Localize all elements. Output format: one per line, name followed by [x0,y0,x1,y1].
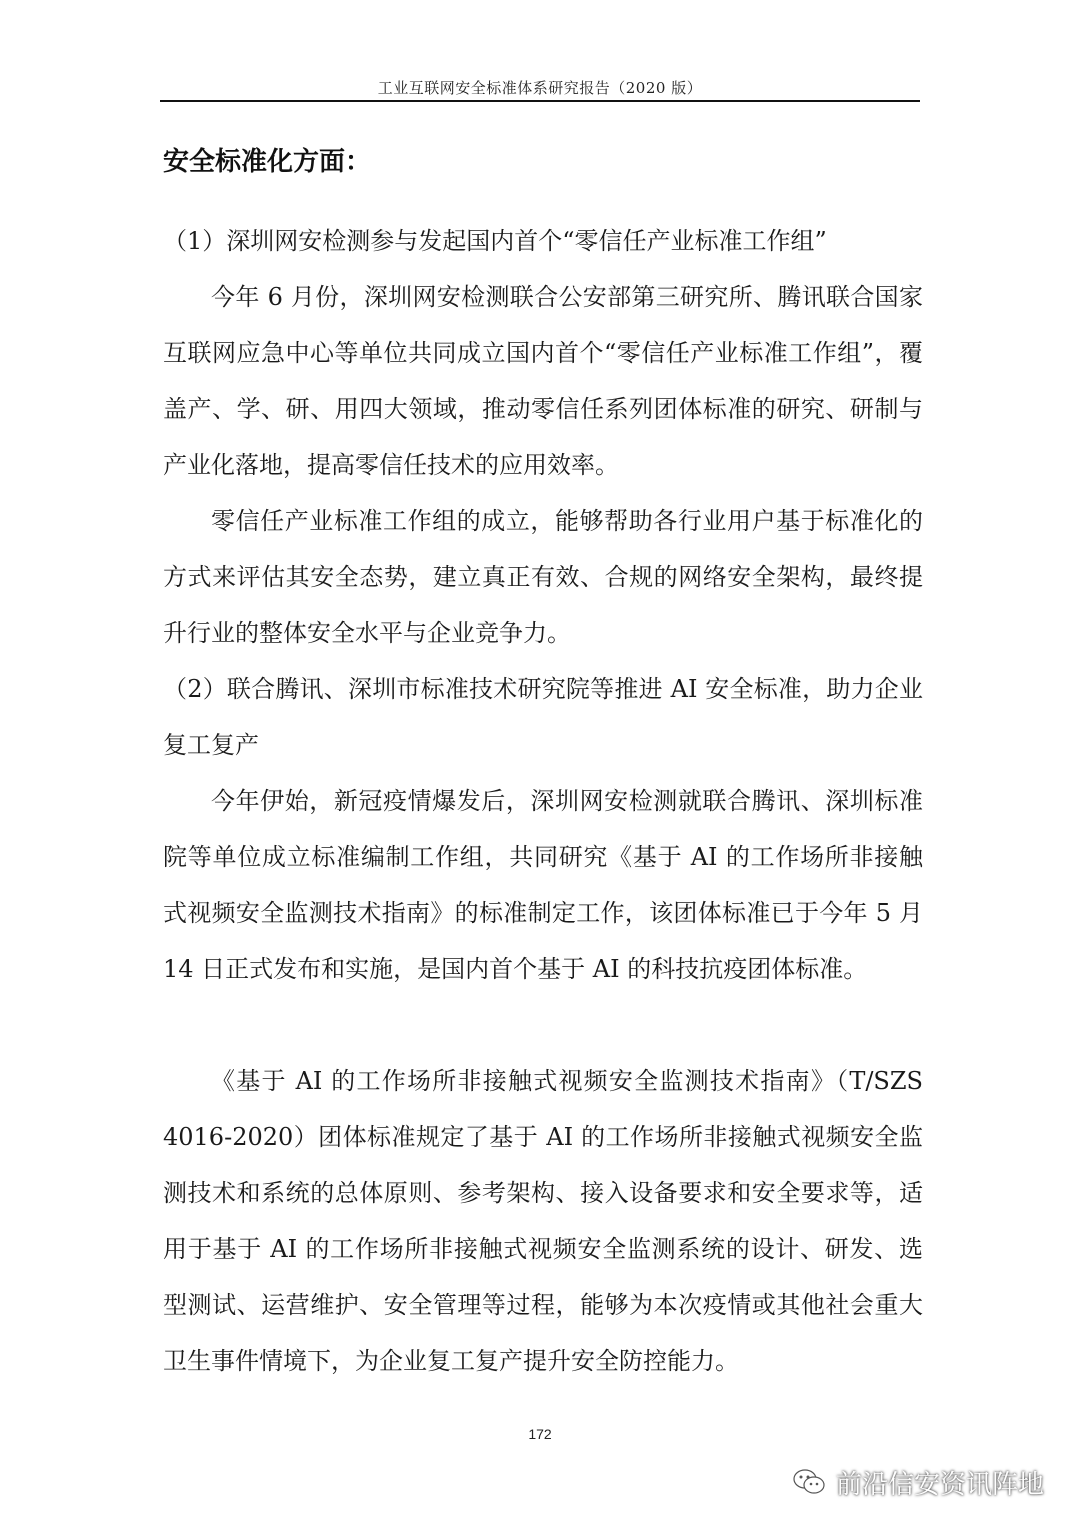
item-2-paragraph-1 [163,773,923,997]
header-title: 工业互联网安全标准体系研究报告（2020 版） [377,79,703,97]
paragraph-text: 零信任产业标准工作组的成立，能够帮助各行业用户基于标准化的方式来评估其安全态势，建立真正有效、合规的网络安全架构，最终提升行业的整体安全水平与企业竞争力。 [163,507,923,647]
item-1-subtitle [163,213,923,269]
subtitle-text: （1）深圳网安检测参与发起国内首个“零信任产业标准工作组” [163,227,827,255]
paragraph-text: 《基于 AI 的工作场所非接触式视频安全监测技术指南》（T/SZS 4016-2020）团体标准规定了基于 AI 的工作场所非接触式视频安全监测技术和系统的总体原则、参考架构、接入设备要求和安全要求等，适用于基于 AI 的工作场所非接触式视频安全监测系统的设计、研发、选型测试、运营维护、安全管理等过程，能够为本次疫情或其他社会重大卫生事件情境下，为企业复工复产提升安全防控能力。 [163,1067,923,1375]
paragraph-text: 今年 6 月份，深圳网安检测联合公安部第三研究所、腾讯联合国家互联网应急中心等单位共同成立国内首个“零信任产业标准工作组”，覆盖产、学、研、用四大领域，推动零信任系列团体标准的研究、研制与产业化落地，提高零信任技术的应用效率。 [163,283,923,479]
watermark-text: 前沿信安资讯阵地 [835,1469,1044,1500]
item-2-paragraph-2 [163,1053,923,1389]
paragraph-text: 今年伊始，新冠疫情爆发后，深圳网安检测就联合腾讯、深圳标准院等单位成立标准编制工作组，共同研究《基于 AI 的工作场所非接触式视频安全监测技术指南》的标准制定工作，该团体标准已于今年 5 月 14 日正式发布和实施，是国内首个基于 AI 的科技抗疫团体标准。 [163,787,923,983]
section-heading: 安全标准化方面： [163,147,372,177]
watermark [792,1462,1044,1502]
page-number: 172 [528,1426,552,1442]
item-1-paragraph-2 [163,493,923,661]
wechat-icon [792,1467,826,1497]
header-rule [160,100,920,102]
item-2-subtitle [163,661,923,773]
subtitle-text: （2）联合腾讯、深圳市标准技术研究院等推进 AI 安全标准，助力企业复工复产 [163,675,923,759]
item-1-paragraph-1 [163,269,923,493]
